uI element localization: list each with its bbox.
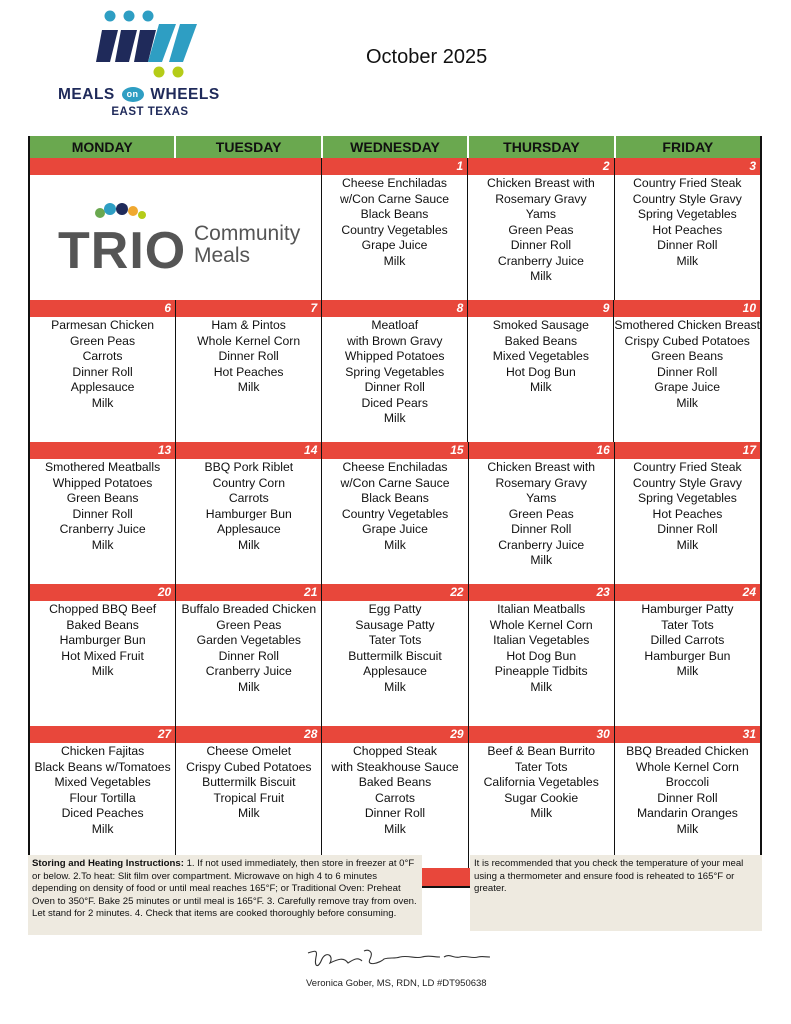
menu-list	[30, 601, 175, 680]
menu-item: Grape Juice	[654, 380, 721, 394]
menu-item: Spring Vegetables	[345, 364, 445, 379]
menu-item: Rosemary Gravy	[495, 191, 587, 206]
menu-item: Beef & Bean Burrito	[487, 744, 596, 758]
menu-item: Buttermilk Biscuit	[348, 648, 442, 663]
day-cell	[322, 300, 468, 442]
week-row	[30, 300, 760, 442]
menu-item: Milk	[676, 664, 699, 678]
header-monday: MONDAY	[30, 136, 176, 158]
menu-item: Country Style Gravy	[632, 475, 742, 490]
menu-item: Tater Tots	[514, 759, 568, 774]
menu-item: Diced Peaches	[61, 806, 144, 820]
day-cell	[30, 726, 176, 868]
menu-list	[30, 317, 175, 411]
menu-list	[469, 459, 614, 569]
day-cell	[468, 300, 614, 442]
menu-item: Milk	[530, 269, 552, 283]
menu-item: Black Beans w/Tomatoes	[34, 759, 171, 774]
menu-item: Baked Beans	[504, 333, 578, 348]
week-row	[30, 442, 760, 584]
weekday-header-row	[30, 136, 760, 158]
menu-item: Crispy Cubed Potatoes	[186, 759, 312, 774]
menu-item: Hamburger Bun	[644, 648, 731, 663]
day-number: 27	[30, 726, 175, 743]
sponsor-logo-subtitle	[194, 223, 300, 267]
menu-item: Green Peas	[70, 333, 136, 348]
menu-item: Milk	[530, 553, 553, 567]
menu-item: Cheese Enchiladas	[342, 460, 448, 474]
handwritten-signature	[304, 945, 494, 975]
menu-list	[615, 601, 760, 680]
day-cell	[615, 726, 760, 868]
menu-item: Dinner Roll	[657, 522, 718, 536]
menu-list	[176, 743, 321, 822]
day-cell	[469, 584, 615, 726]
menu-list	[469, 601, 614, 695]
menu-item: Dinner Roll	[72, 364, 133, 379]
menu-item: Applesauce	[363, 664, 427, 678]
menu-item: Milk	[91, 537, 114, 552]
sponsor-logo-word: TRIO	[58, 222, 187, 280]
menu-list	[322, 175, 467, 269]
week-row	[30, 584, 760, 726]
page-title: October 2025	[366, 46, 488, 68]
menu-item: Dinner Roll	[510, 238, 572, 252]
menu-item: Diced Pears	[361, 395, 428, 410]
menu-item: Dilled Carrots	[650, 633, 725, 647]
menu-item: Hot Peaches	[652, 222, 723, 237]
sponsor-line-2: Meals	[194, 244, 251, 267]
menu-item: Grape Juice	[361, 238, 428, 252]
menu-list	[615, 743, 760, 837]
menu-item: Milk	[91, 395, 114, 410]
day-number: 23	[469, 584, 614, 601]
menu-item: Applesauce	[216, 522, 281, 536]
menu-list	[30, 743, 175, 837]
menu-item: Yams	[525, 207, 557, 221]
menu-item: Dinner Roll	[657, 364, 718, 379]
logo-mark-icon	[96, 10, 208, 82]
menu-item: Green Peas	[508, 506, 574, 521]
menu-item: Hot Mixed Fruit	[61, 648, 144, 663]
day-cell	[614, 300, 760, 442]
day-cell	[469, 442, 615, 584]
day-number: 3	[615, 158, 760, 175]
menu-list	[176, 317, 321, 396]
menu-item: Cheese Enchiladas	[341, 176, 448, 190]
menu-item: Milk	[237, 537, 260, 552]
menu-item: Dinner Roll	[657, 238, 718, 252]
menu-item: Milk	[676, 253, 699, 268]
storing-label: Storing and Heating Instructions:	[32, 858, 184, 869]
menu-item: Cranberry Juice	[497, 253, 584, 268]
menu-list	[468, 175, 613, 285]
day-number: 16	[469, 442, 614, 459]
menu-item: Spring Vegetables	[637, 207, 737, 221]
day-cell	[30, 442, 176, 584]
menu-list	[469, 743, 614, 822]
menu-item: Dinner Roll	[72, 506, 133, 521]
menu-item: Green Peas	[508, 222, 574, 237]
menu-item: Milk	[383, 253, 406, 268]
day-cell	[176, 584, 322, 726]
week-row	[30, 726, 760, 868]
day-number: 29	[322, 726, 467, 743]
day-number: 7	[176, 300, 321, 317]
menu-item: Smothered Meatballs	[45, 460, 161, 474]
menu-item: Tropical Fruit	[213, 790, 285, 805]
menu-item: Dinner Roll	[364, 806, 426, 820]
menu-item: Green Peas	[216, 617, 282, 632]
day-number: 15	[322, 442, 467, 459]
menu-item: Tater Tots	[661, 617, 714, 632]
menu-item: Country Fried Steak	[633, 460, 742, 474]
menu-item: Hot Dog Bun	[506, 648, 577, 663]
menu-item: California Vegetables	[483, 775, 599, 789]
storing-instructions-note	[28, 855, 422, 935]
header-wednesday: WEDNESDAY	[323, 136, 469, 158]
day-cell	[322, 442, 468, 584]
menu-list	[614, 317, 760, 411]
menu-list	[176, 459, 321, 553]
menu-item: with Steakhouse Sauce	[331, 759, 459, 774]
menu-item: Cranberry Juice	[205, 664, 292, 678]
menu-item: Broccoli	[665, 775, 710, 789]
menu-item: Garden Vegetables	[196, 633, 301, 647]
week-row	[30, 158, 760, 300]
menu-item: Whipped Potatoes	[52, 475, 153, 490]
menu-item: Milk	[383, 411, 406, 425]
menu-item: Buttermilk Biscuit	[202, 775, 296, 789]
menu-item: Chopped BBQ Beef	[49, 602, 157, 616]
header-tuesday: TUESDAY	[176, 136, 322, 158]
menu-item: Dinner Roll	[511, 522, 572, 536]
menu-item: Chicken Fajitas	[60, 744, 145, 758]
menu-item: Whole Kernel Corn	[197, 333, 301, 348]
menu-item: Parmesan Chicken	[51, 318, 155, 332]
menu-item: Egg Patty	[368, 602, 422, 616]
menu-list	[468, 317, 613, 396]
day-number: 13	[30, 442, 175, 459]
menu-item: Hamburger Bun	[59, 633, 146, 647]
day-number: 28	[176, 726, 321, 743]
menu-item: Grape Juice	[362, 522, 428, 536]
menu-item: Crispy Cubed Potatoes	[624, 333, 750, 348]
menu-item: BBQ Breaded Chicken	[626, 744, 749, 758]
menu-item: Milk	[676, 395, 699, 410]
menu-item: Rosemary Gravy	[495, 475, 587, 490]
menu-item: Smothered Chicken Breast	[614, 318, 761, 332]
day-number: 21	[176, 584, 321, 601]
meals-on-wheels-logo	[58, 10, 248, 118]
day-number: 22	[322, 584, 467, 601]
trio-dots-icon	[92, 201, 148, 223]
menu-item: Milk	[384, 679, 406, 694]
menu-item: Smoked Sausage	[492, 318, 589, 332]
menu-list	[30, 459, 175, 553]
menu-item: Cranberry Juice	[498, 537, 585, 552]
menu-item: Country Style Gravy	[632, 191, 742, 206]
menu-item: Milk	[237, 380, 260, 394]
day-cell	[469, 726, 615, 868]
menu-item: Milk	[676, 821, 699, 836]
day-number: 6	[30, 300, 175, 317]
day-number: 24	[615, 584, 760, 601]
menu-item: Hamburger Bun	[205, 506, 292, 521]
day-number-bar	[30, 158, 321, 175]
day-cell	[30, 584, 176, 726]
menu-item: Pineapple Tidbits	[494, 664, 588, 678]
menu-item: Meatloaf	[371, 318, 419, 332]
menu-item: Dinner Roll	[657, 790, 718, 805]
menu-item: Country Vegetables	[341, 222, 448, 237]
day-cell	[468, 158, 614, 300]
menu-item: Hot Peaches	[652, 506, 723, 521]
menu-item: Milk	[237, 679, 260, 694]
menu-item: Carrots	[82, 349, 123, 363]
menu-item: Tater Tots	[368, 633, 422, 647]
menu-item: Applesauce	[70, 380, 135, 394]
storing-text: 1. If not used immediately, then store in freezer at 0°F or below. 2.To heat: Slit film over compartment. Microwave on high 4 to 6 minutes depending on density of food or until meal reaches 165°F; or Traditional Oven: Preheat Oven to 350°F. Bake 25 minutes or until meal is 165°F. 3. Carefully remove tray from oven. Let stand for 2 minutes. 4. Check that items are cooked thoroughly before consuming.	[32, 858, 417, 919]
header-thursday: THURSDAY	[469, 136, 615, 158]
menu-item: Milk	[676, 537, 699, 552]
menu-item: Hamburger Patty	[641, 602, 734, 616]
menu-list	[615, 175, 760, 269]
menu-item: Milk	[91, 821, 114, 836]
menu-item: Dinner Roll	[218, 349, 279, 363]
menu-item: w/Con Carne Sauce	[339, 191, 450, 206]
menu-item: Cranberry Juice	[59, 522, 146, 536]
menu-list	[322, 459, 467, 553]
menu-item: Italian Vegetables	[493, 633, 590, 647]
menu-item: Carrots	[228, 491, 269, 505]
menu-item: Milk	[530, 679, 553, 694]
menu-item: Ham & Pintos	[211, 318, 286, 332]
menu-item: Chopped Steak	[352, 744, 438, 758]
brand-name: MEALS on WHEELS	[58, 86, 220, 103]
menu-item: Milk	[530, 806, 553, 820]
day-cell	[176, 726, 322, 868]
menu-item: Flour Tortilla	[69, 790, 136, 805]
sponsor-line-1: Community	[194, 222, 301, 245]
day-number: 17	[615, 442, 760, 459]
day-number: 9	[468, 300, 613, 317]
menu-item: Green Beans	[66, 491, 139, 505]
day-cell	[615, 442, 760, 584]
day-number: 31	[615, 726, 760, 743]
menu-item: Sausage Patty	[355, 617, 435, 632]
menu-item: Country Fried Steak	[633, 176, 742, 190]
day-number: 8	[322, 300, 467, 317]
menu-item: Whipped Potatoes	[344, 349, 445, 363]
menu-item: w/Con Carne Sauce	[340, 475, 450, 490]
menu-item: Mandarin Oranges	[636, 806, 738, 820]
day-number: 14	[176, 442, 321, 459]
day-number: 10	[614, 300, 760, 317]
menu-item: Milk	[529, 380, 552, 394]
menu-item: Baked Beans	[358, 775, 432, 789]
menu-item: Chicken Breast with	[487, 460, 596, 474]
menu-item: Buffalo Breaded Chicken	[181, 602, 317, 616]
day-cell	[322, 158, 468, 300]
menu-item: Baked Beans	[66, 617, 139, 632]
menu-item: Italian Meatballs	[497, 602, 586, 616]
menu-item: Dinner Roll	[218, 648, 279, 663]
menu-list	[322, 743, 467, 837]
menu-item: Carrots	[375, 790, 415, 805]
menu-item: Country Corn	[212, 475, 286, 490]
menu-item: Mixed Vegetables	[54, 775, 151, 789]
day-number: 2	[468, 158, 613, 175]
day-number: 30	[469, 726, 614, 743]
day-cell	[176, 442, 322, 584]
day-cell	[615, 158, 760, 300]
menu-item: Milk	[237, 806, 260, 820]
menu-item: Milk	[384, 821, 406, 836]
day-cell	[322, 726, 468, 868]
menu-item: Milk	[91, 664, 114, 678]
menu-item: Mixed Vegetables	[492, 349, 589, 363]
menu-item: Spring Vegetables	[637, 491, 737, 505]
day-cell	[615, 584, 760, 726]
temperature-note: It is recommended that you check the temperature of your meal using a thermometer and ensure food is reheated to 165°F or greater.	[470, 855, 762, 931]
menu-item: Whole Kernel Corn	[635, 759, 739, 774]
menu-item: Country Vegetables	[341, 506, 449, 521]
menu-item: Black Beans	[361, 491, 429, 505]
menu-item: Whole Kernel Corn	[489, 617, 593, 632]
sponsor-cell	[30, 158, 322, 300]
menu-item: Hot Dog Bun	[505, 364, 576, 379]
day-number: 20	[30, 584, 175, 601]
menu-item: Hot Peaches	[213, 364, 284, 379]
menu-calendar	[28, 136, 762, 888]
menu-list	[176, 601, 321, 695]
signature-caption: Veronica Gober, MS, RDN, LD #DT950638	[306, 978, 487, 989]
brand-region: EAST TEXAS	[111, 106, 189, 118]
header-friday: FRIDAY	[616, 136, 760, 158]
brand-on-badge: on	[122, 87, 144, 102]
day-cell	[30, 300, 176, 442]
menu-item: Dinner Roll	[364, 380, 425, 394]
menu-list	[322, 317, 467, 427]
day-cell	[322, 584, 468, 726]
menu-item: BBQ Pork Riblet	[204, 460, 294, 474]
menu-item: Sugar Cookie	[504, 790, 579, 805]
day-cell	[176, 300, 322, 442]
menu-item: Yams	[526, 491, 557, 505]
menu-item: Chicken Breast with	[487, 176, 595, 190]
menu-item: with Brown Gravy	[346, 333, 443, 348]
menu-item: Black Beans	[360, 207, 429, 221]
menu-list	[615, 459, 760, 553]
menu-item: Cheese Omelet	[206, 744, 292, 758]
menu-item: Milk	[384, 537, 406, 552]
menu-list	[322, 601, 467, 695]
day-number: 1	[322, 158, 467, 175]
menu-item: Green Beans	[651, 349, 724, 363]
